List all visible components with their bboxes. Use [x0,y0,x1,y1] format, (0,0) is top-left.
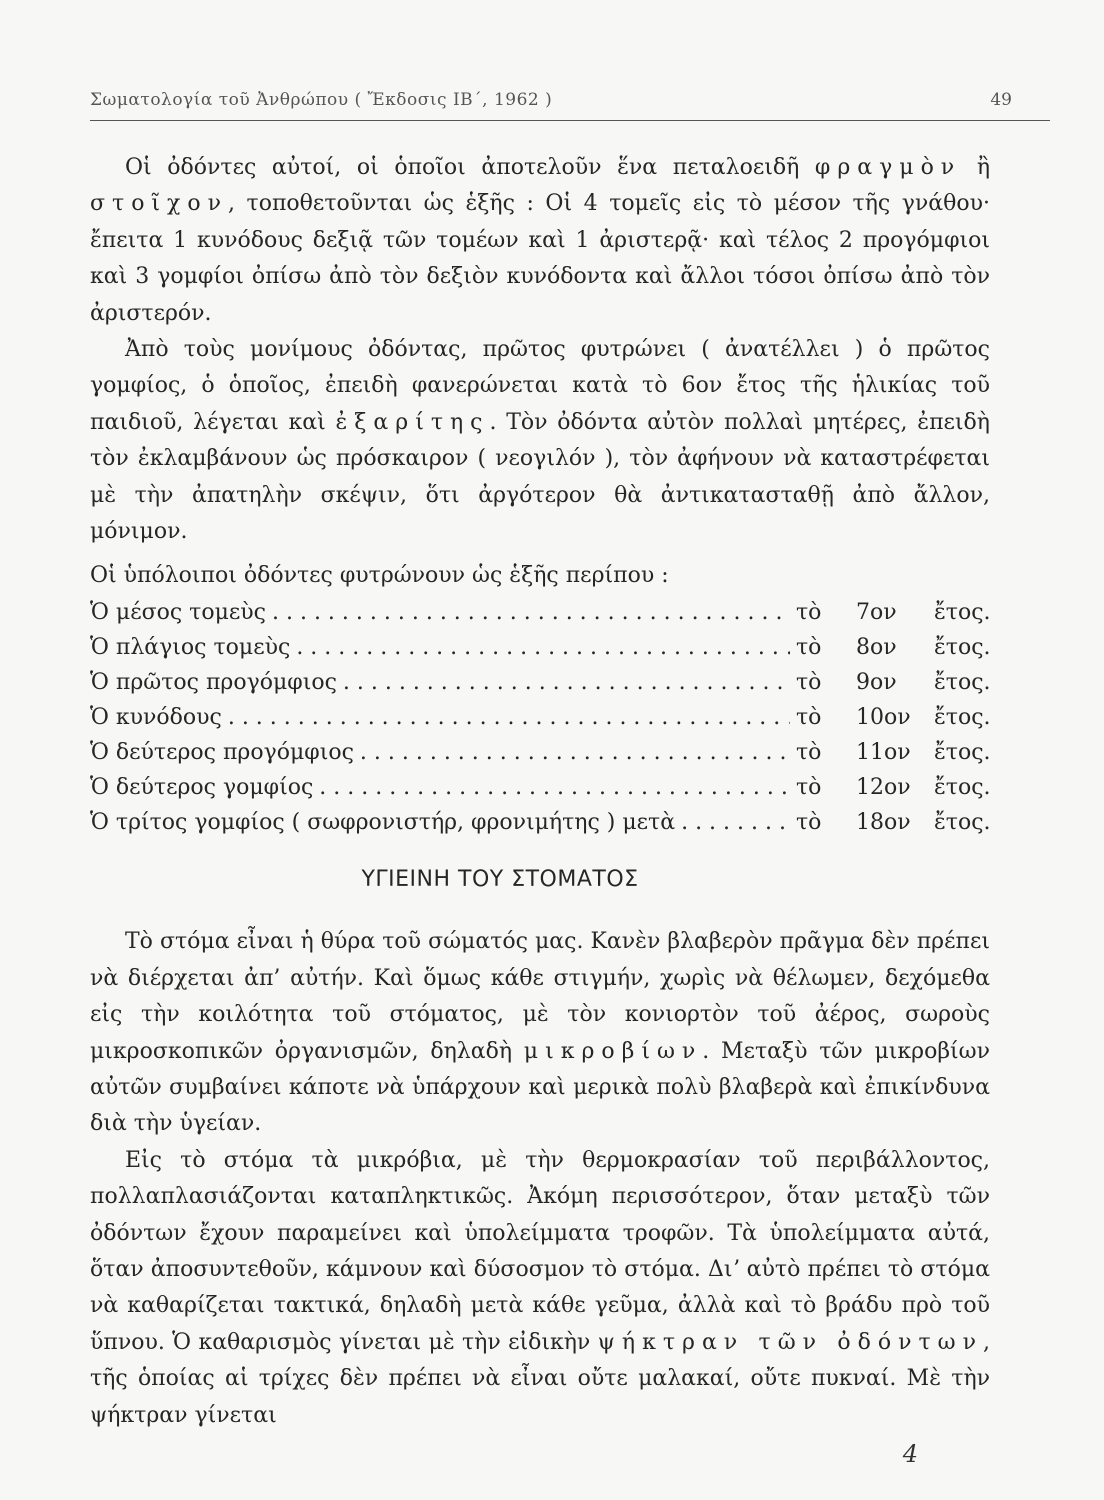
text-run: Τὸ στόμα εἶναι ἡ θύρα τοῦ σώματός μας. Κανὲν βλαβερὸν πρᾶγμα δὲν πρέπει νὰ διέρχεται ἀπ’ αὐτήν. Καὶ ὅμως κάθε στιγμήν, χωρὶς νὰ θέλωμεν, δεχόμεθα εἰς τὴν κοιλότητα τοῦ στόματος, μὲ τὸν κονιορτὸν τοῦ ἀέρος, σωροὺς μικροσκοπικῶν ὀργανισμῶν, δηλαδὴ [90,929,990,1064]
list-item: Ὁ κυνόδους . . . τὸ 10ον ἔτος. [90,700,990,735]
running-head [90,84,1050,121]
tooth-eruption-list [90,595,990,840]
emphasis-term: φραγμὸν [814,155,962,180]
signature-mark: 4 [902,1440,918,1468]
emphasis-term: ψήκτραν τῶν ὀδόντων [597,1329,983,1355]
text-run: Ἀπὸ τοὺς μονίμους ὀδόντας, πρῶτος φυτρώνει ( ἀνατέλλει ) ὁ πρῶτος γομφίος, ὁ ὁποῖος, ἐπειδὴ φανερώνεται κατὰ τὸ 6ον ἔτος τῆς ἡλικίας τοῦ παιδιοῦ, λέγεται καὶ [90,337,990,435]
emphasis-term: ἐξαρίτης [335,409,490,435]
list-item: Ὁ πλάγιος τομεὺς . . . τὸ 8ον ἔτος. [90,630,990,665]
leader-dots [228,700,790,736]
list-item: Ὁ μέσος τομεὺς . . . τὸ 7ον ἔτος. [90,595,990,630]
paragraph-dental-arch [90,150,990,332]
leader-dots [343,665,790,701]
list-item: Ὁ δεύτερος γομφίος . . . τὸ 12ον ἔτος. [90,770,990,805]
text-run: , τοποθετοῦνται ὡς ἑξῆς : Οἱ 4 τομεῖς εἰς τὸ μέσον τῆς γνάθου· ἔπειτα 1 κυνόδους δεξιᾷ τῶν τομέων καὶ 1 ἀριστερᾷ· καὶ τέλος 2 προγόμφιοι καὶ 3 γομφίοι ὀπίσω ἀπὸ τὸν δεξιὸν κυνόδοντα καὶ ἄλλοι τόσοι ὀπίσω ἀπὸ τὸν ἀριστερόν. [90,191,990,326]
list-item: Ὁ δεύτερος προγόμφιος . . . τὸ 11ον ἔτος. [90,735,990,770]
leader-dots [272,595,790,631]
emphasis-term: στοῖχον [90,191,229,217]
text-run: . Τὸν ὀδόντα αὐτὸν πολλαὶ μητέρες, ἐπειδὴ τὸν ἐκλαμβάνουν ὡς πρόσκαιρον ( νεογιλόν ), τὸν ἀφήνουν νὰ καταστρέφεται μὲ τὴν ἀπατηλὴν σκέψιν, ὅτι ἀργότερον θὰ ἀντικατασταθῇ ἀπὸ ἄλλον, μόνιμον. [90,409,990,545]
leader-dots [296,630,790,666]
page-number: 49 [990,90,1012,110]
text-run: Οἱ ὀδόντες αὐτοί, οἱ ὁποῖοι ἀποτελοῦν ἕνα πεταλοειδῆ [125,155,815,180]
leader-dots [319,770,790,806]
page-body [90,150,990,1434]
leader-dots [681,805,790,841]
list-item: Ὁ τρίτος γομφίος ( σωφρονιστήρ, φρονιμήτης ) μετὰ . . . τὸ 18ον ἔτος. [90,805,990,840]
text-run: . Μεταξὺ τῶν μικροβίων αὐτῶν συμβαίνει κάποτε νὰ ὑπάρχουν καὶ μερικὰ πολὺ βλαβερὰ καὶ ἐπικίνδυνα διὰ τὴν ὑγείαν. [90,1038,990,1137]
leader-dots [360,735,790,771]
list-intro: Οἱ ὑπόλοιποι ὀδόντες φυτρώνουν ὡς ἑξῆς περίπου : [90,563,669,589]
paragraph-mouth-door [90,924,990,1142]
text-run: Εἰς τὸ στόμα τὰ μικρόβια, μὲ τὴν θερμοκρασίαν τοῦ περιβάλλοντος, πολλαπλασιάζονται καταπληκτικῶς. Ἀκόμη περισσότερον, ὅταν μεταξὺ τῶν ὀδόντων ἔχουν παραμείνει καὶ ὑπολείμματα τροφῶν. Τὰ ὑπολείμματα αὐτά, ὅταν ἀποσυντεθοῦν, κάμνουν καὶ δύσοσμον τὸ στόμα. Διʼ αὐτὸ πρέπει τὸ στόμα νὰ καθαρίζεται τακτικά, δηλαδὴ μετὰ κάθε γεῦμα, ἀλλὰ καὶ τὸ βράδυ πρὸ τοῦ ὕπνου. Ὁ καθαρισμὸς γίνεται μὲ τὴν εἰδικὴν [90,1147,990,1355]
text-run: , τῆς ὁποίας αἱ τρίχες δὲν πρέπει νὰ εἶναι οὔτε μαλακαί, οὔτε πυκναί. Μὲ τὴν ψήκτραν γίνεται [90,1329,990,1428]
paragraph-mouth-cleaning [90,1143,990,1434]
running-head-title: Σωματολογία τοῦ Ἀνθρώπου ( Ἔκδοσις ΙΒ΄, 1962 ) [90,90,553,110]
section-heading: ΥΓΙΕΙΝΗ ΤΟΥ ΣΤΟΜΑΤΟΣ [361,866,639,892]
text-run: ἢ [961,155,990,180]
list-item: Ὁ πρῶτος προγόμφιος . . . τὸ 9ον ἔτος. [90,665,990,700]
emphasis-term: μικροβίων [523,1038,703,1064]
paragraph-first-molar [90,332,990,550]
